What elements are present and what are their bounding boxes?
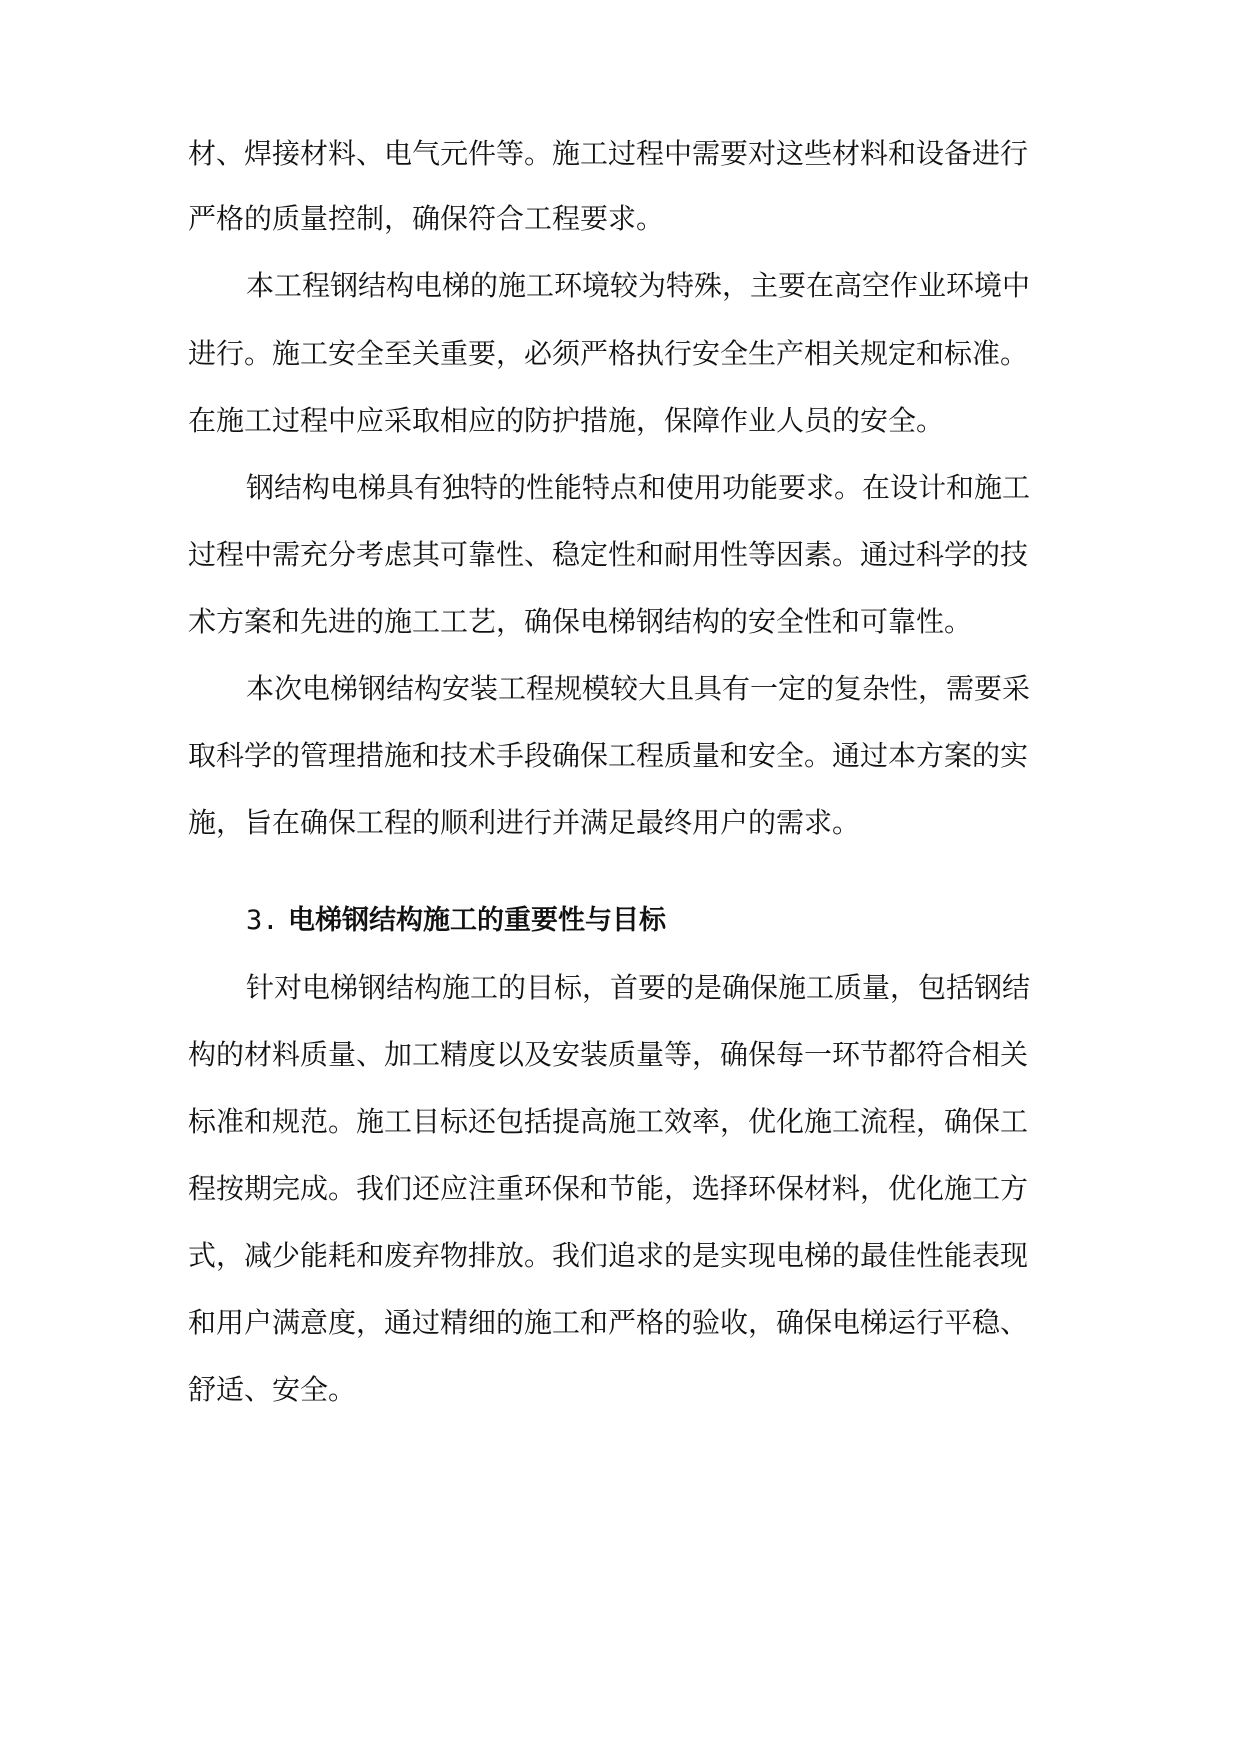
section-number: 3. <box>246 905 279 936</box>
paragraph-line: 取科学的管理措施和技术手段确保工程质量和安全。通过本方案的实 <box>188 739 1029 772</box>
paragraph-line: 和用户满意度，通过精细的施工和严格的验收，确保电梯运行平稳、 <box>188 1306 1029 1339</box>
section-title: 电梯钢结构施工的重要性与目标 <box>288 905 666 936</box>
paragraph-line: 钢结构电梯具有独特的性能特点和使用功能要求。在设计和施工 <box>246 471 1031 504</box>
paragraph-line: 构的材料质量、加工精度以及安装质量等，确保每一环节都符合相关 <box>188 1038 1029 1071</box>
paragraph-line: 过程中需充分考虑其可靠性、稳定性和耐用性等因素。通过科学的技 <box>188 538 1029 571</box>
section-heading <box>246 903 666 939</box>
paragraph-line: 严格的质量控制，确保符合工程要求。 <box>188 202 665 235</box>
paragraph-line: 标准和规范。施工目标还包括提高施工效率，优化施工流程，确保工 <box>188 1105 1029 1138</box>
paragraph-line: 在施工过程中应采取相应的防护措施，保障作业人员的安全。 <box>188 404 945 437</box>
paragraph-line: 舒适、安全。 <box>188 1373 357 1406</box>
paragraph-line: 材、焊接材料、电气元件等。施工过程中需要对这些材料和设备进行 <box>188 137 1029 170</box>
paragraph-line: 程按期完成。我们还应注重环保和节能，选择环保材料，优化施工方 <box>188 1172 1029 1205</box>
paragraph-line: 本次电梯钢结构安装工程规模较大且具有一定的复杂性，需要采 <box>246 672 1031 705</box>
paragraph-line: 施，旨在确保工程的顺利进行并满足最终用户的需求。 <box>188 806 861 839</box>
paragraph-line: 针对电梯钢结构施工的目标，首要的是确保施工质量，包括钢结 <box>246 971 1031 1004</box>
paragraph-line: 式，减少能耗和废弃物排放。我们追求的是实现电梯的最佳性能表现 <box>188 1239 1029 1272</box>
paragraph-line: 术方案和先进的施工工艺，确保电梯钢结构的安全性和可靠性。 <box>188 605 973 638</box>
paragraph-line: 本工程钢结构电梯的施工环境较为特殊，主要在高空作业环境中 <box>246 269 1031 302</box>
paragraph-line: 进行。施工安全至关重要，必须严格执行安全生产相关规定和标准。 <box>188 337 1029 370</box>
